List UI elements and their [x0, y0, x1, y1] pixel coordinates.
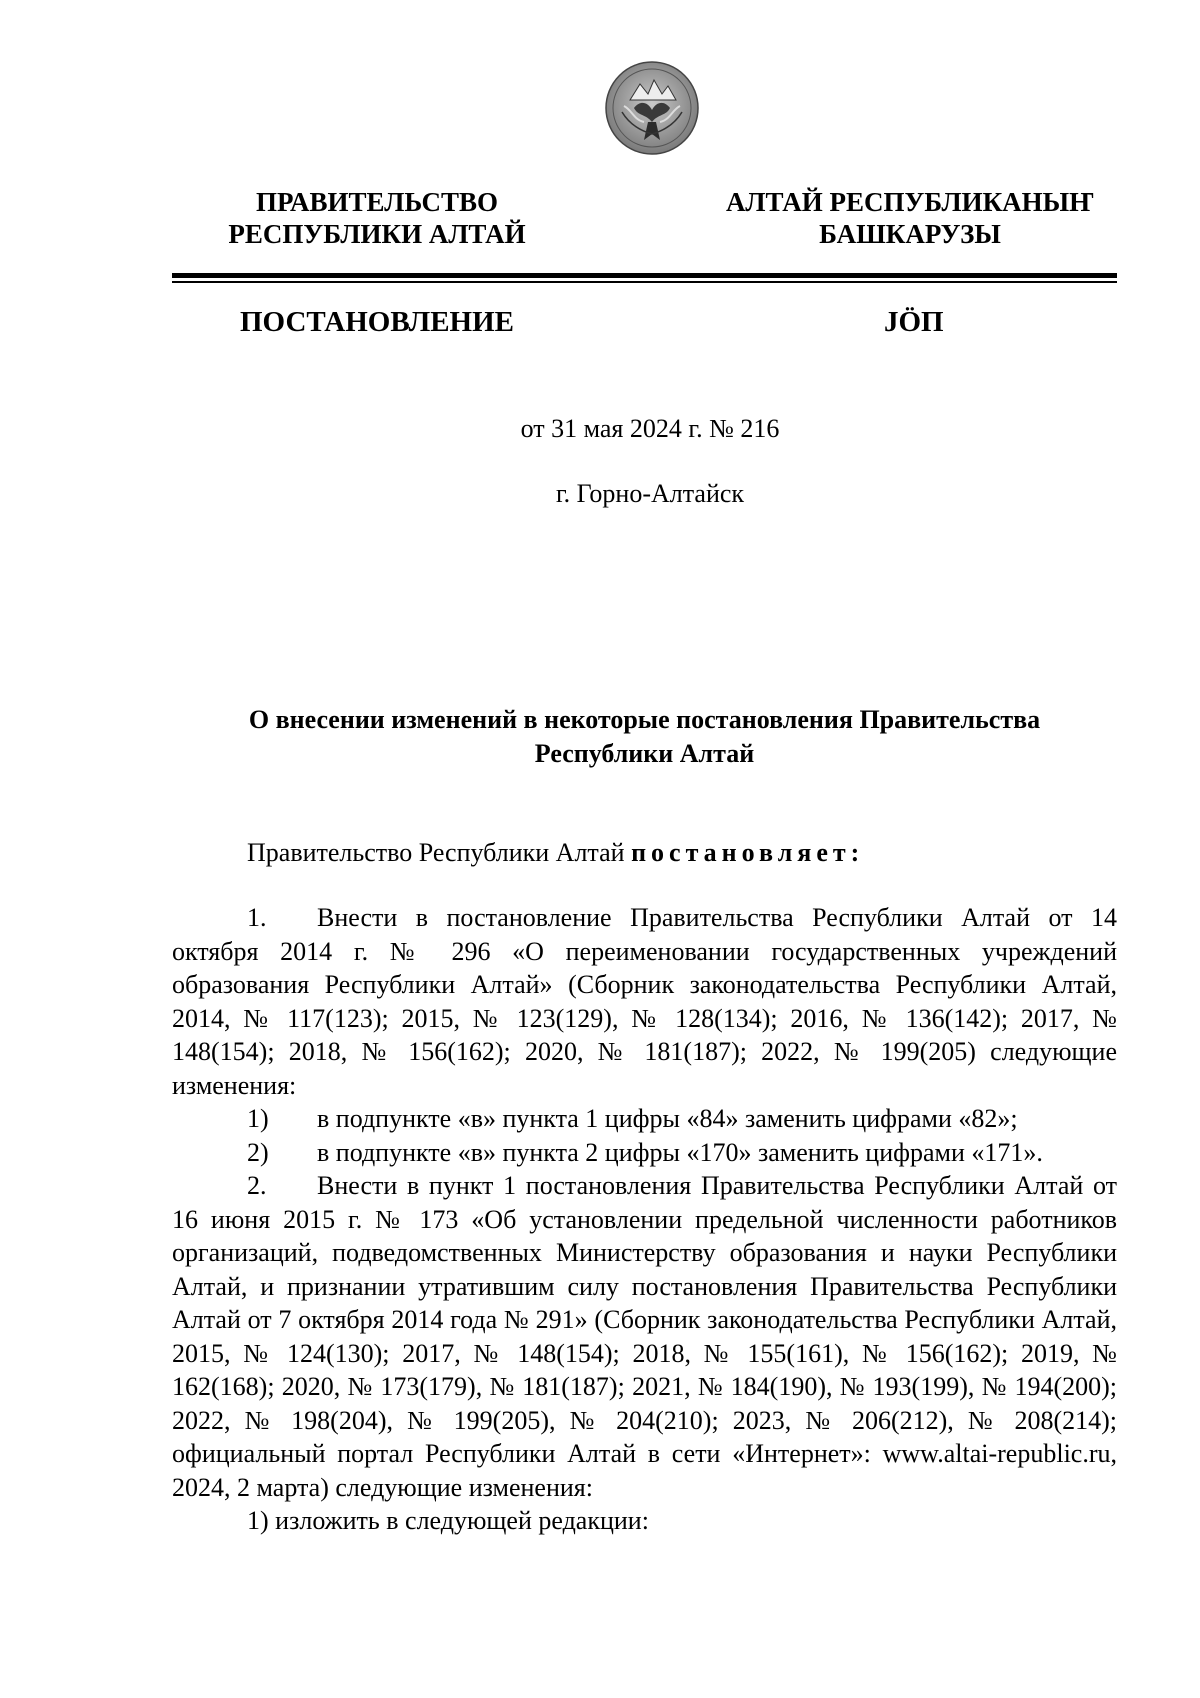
date-and-number: от 31 мая 2024 г. № 216	[520, 414, 780, 443]
paragraph-2-text: Внести в пункт 1 постановления Правительства Республики Алтай от 16 июня 2015 г. № 173 «Об установлении предельной численности работников организаций, подведомственных Министерству образования и науки Республики Алтай, и признании утратившим силу постановления Правительства Республики Алтай от 7 октября 2014 года № 291» (Сборник законодательства Республики Алтай, 2015, № 124(130); 2017, № 148(154); 2018, № 155(161), № 156(162); 2019, № 162(168); 2020, № 173(179), № 181(187); 2021, № 184(190), № 193(199), № 194(200); 2022, № 198(204), № 199(205), № 204(210); 2023, № 206(212), № 208(214); официальный портал Республики Алтай в сети «Интернет»: www.altai-republic.ru, 2024, 2 марта) следующие изменения:	[172, 1171, 1117, 1502]
title-line2: Республики Алтай	[534, 739, 755, 768]
government-name-line2: РЕСПУБЛИКИ АЛТАЙ	[228, 219, 526, 249]
government-name-line1: ПРАВИТЕЛЬСТВО	[255, 187, 499, 217]
city: г. Горно-Алтайск	[555, 479, 745, 508]
paragraph-1	[172, 901, 1117, 1102]
document-body	[172, 901, 1117, 1538]
subitem-1-number: 1)	[247, 1104, 269, 1133]
government-name-russian	[212, 186, 542, 250]
doc-type-altai: JÖП	[884, 306, 944, 338]
government-name-altai	[700, 186, 1120, 250]
document-title	[172, 703, 1117, 771]
subitem-2-text: в подпункте «в» пункта 2 цифры «170» заменить цифрами «171».	[317, 1137, 1043, 1167]
paragraph-3-text: 1) изложить в следующей редакции:	[247, 1506, 649, 1535]
subitem-2-number: 2)	[247, 1137, 269, 1167]
subitem-1-text: в подпункте «в» пункта 1 цифры «84» заменить цифрами «82»;	[317, 1104, 1018, 1133]
paragraph-1-number: 1.	[247, 903, 267, 932]
paragraph-1-text: Внести в постановление Правительства Республики Алтай от 14 октября 2014 г. № 296 «О переименовании государственных учреждений образования Республики Алтай» (Сборник законодательства Республики Алтай, 2014, № 117(123); 2015, № 123(129), № 128(134); 2016, № 136(142); 2017, № 148(154); 2018, № 156(162); 2020, № 181(187); 2022, № 199(205) следующие изменения:	[172, 903, 1117, 1100]
government-name-altai-line2: БАШКАРУЗЫ	[819, 219, 1001, 249]
paragraph-3	[172, 1504, 1117, 1538]
intro-text: Правительство Республики Алтай	[247, 838, 632, 867]
intro-paragraph	[172, 836, 1117, 870]
subitem-2	[172, 1136, 1117, 1170]
subitem-1	[172, 1102, 1117, 1136]
doc-type-russian: ПОСТАНОВЛЕНИЕ	[240, 306, 515, 338]
header-divider-thick	[172, 273, 1117, 278]
title-line1: О внесении изменений в некоторые постановления Правительства	[248, 705, 1041, 734]
paragraph-2-number: 2.	[247, 1171, 267, 1200]
header-divider-thin	[172, 281, 1117, 283]
intro-emphasis: постановляет:	[631, 838, 865, 867]
coat-of-arms-icon	[604, 60, 700, 156]
paragraph-2	[172, 1169, 1117, 1504]
government-name-altai-line1: АЛТАЙ РЕСПУБЛИКАНЫҤ	[725, 187, 1095, 217]
